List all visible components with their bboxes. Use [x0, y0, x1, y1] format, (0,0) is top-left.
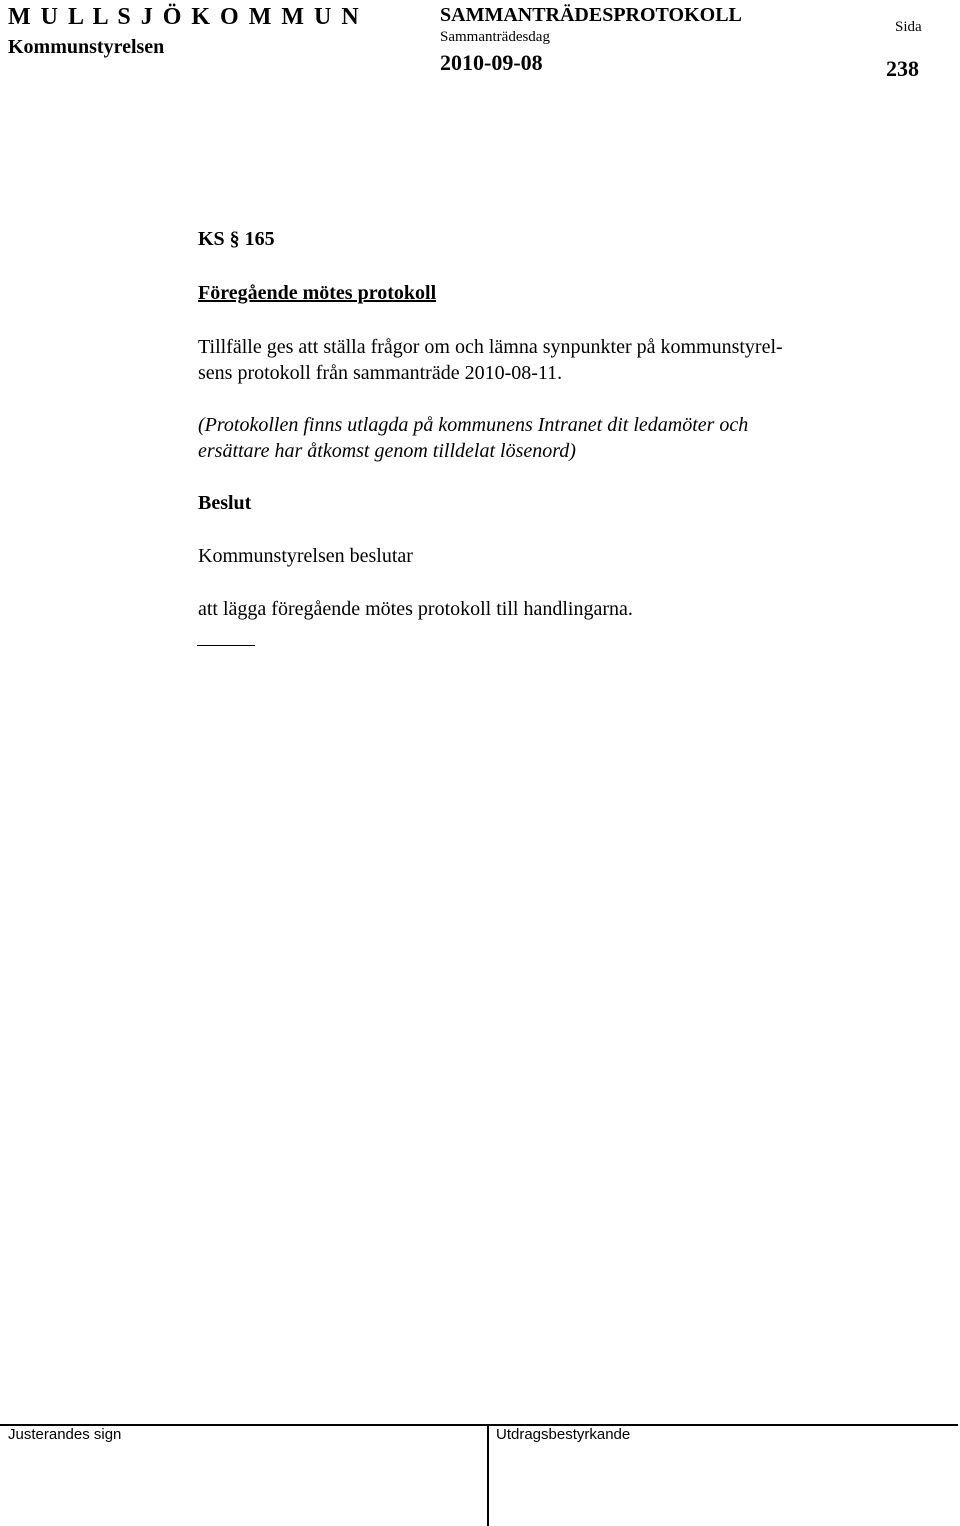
page-label: Sida — [895, 19, 922, 35]
organization-name: M U L L S J Ö K O M M U N — [8, 4, 361, 30]
section-end-rule — [197, 645, 255, 646]
footer-rule — [0, 1424, 958, 1426]
meeting-date: 2010-09-08 — [440, 50, 543, 75]
note-line: ersättare har åtkomst genom tilldelat lösenord) — [198, 440, 576, 462]
decision-text: att lägga föregående mötes protokoll till handlingarna. — [198, 598, 633, 620]
paragraph-line: Tillfälle ges att ställa frågor om och lämna synpunkter på kommunstyrel- — [198, 336, 783, 358]
signature-label: Justerandes sign — [8, 1426, 122, 1443]
document-type: SAMMANTRÄDESPROTOKOLL — [440, 4, 742, 26]
decision-heading: Beslut — [198, 492, 252, 514]
decision-intro: Kommunstyrelsen beslutar — [198, 545, 413, 567]
certification-label: Utdragsbestyrkande — [496, 1426, 631, 1443]
section-id: KS § 165 — [198, 228, 275, 250]
paragraph-line: sens protokoll från sammanträde 2010-08-11. — [198, 362, 563, 384]
note-line: (Protokollen finns utlagda på kommunens Intranet dit ledamöter och — [198, 414, 749, 436]
page-number: 238 — [886, 56, 919, 81]
department-name: Kommunstyrelsen — [8, 36, 165, 58]
meeting-date-label: Sammanträdesdag — [440, 29, 550, 45]
footer-divider — [487, 1425, 489, 1526]
section-title: Föregående mötes protokoll — [198, 282, 437, 304]
